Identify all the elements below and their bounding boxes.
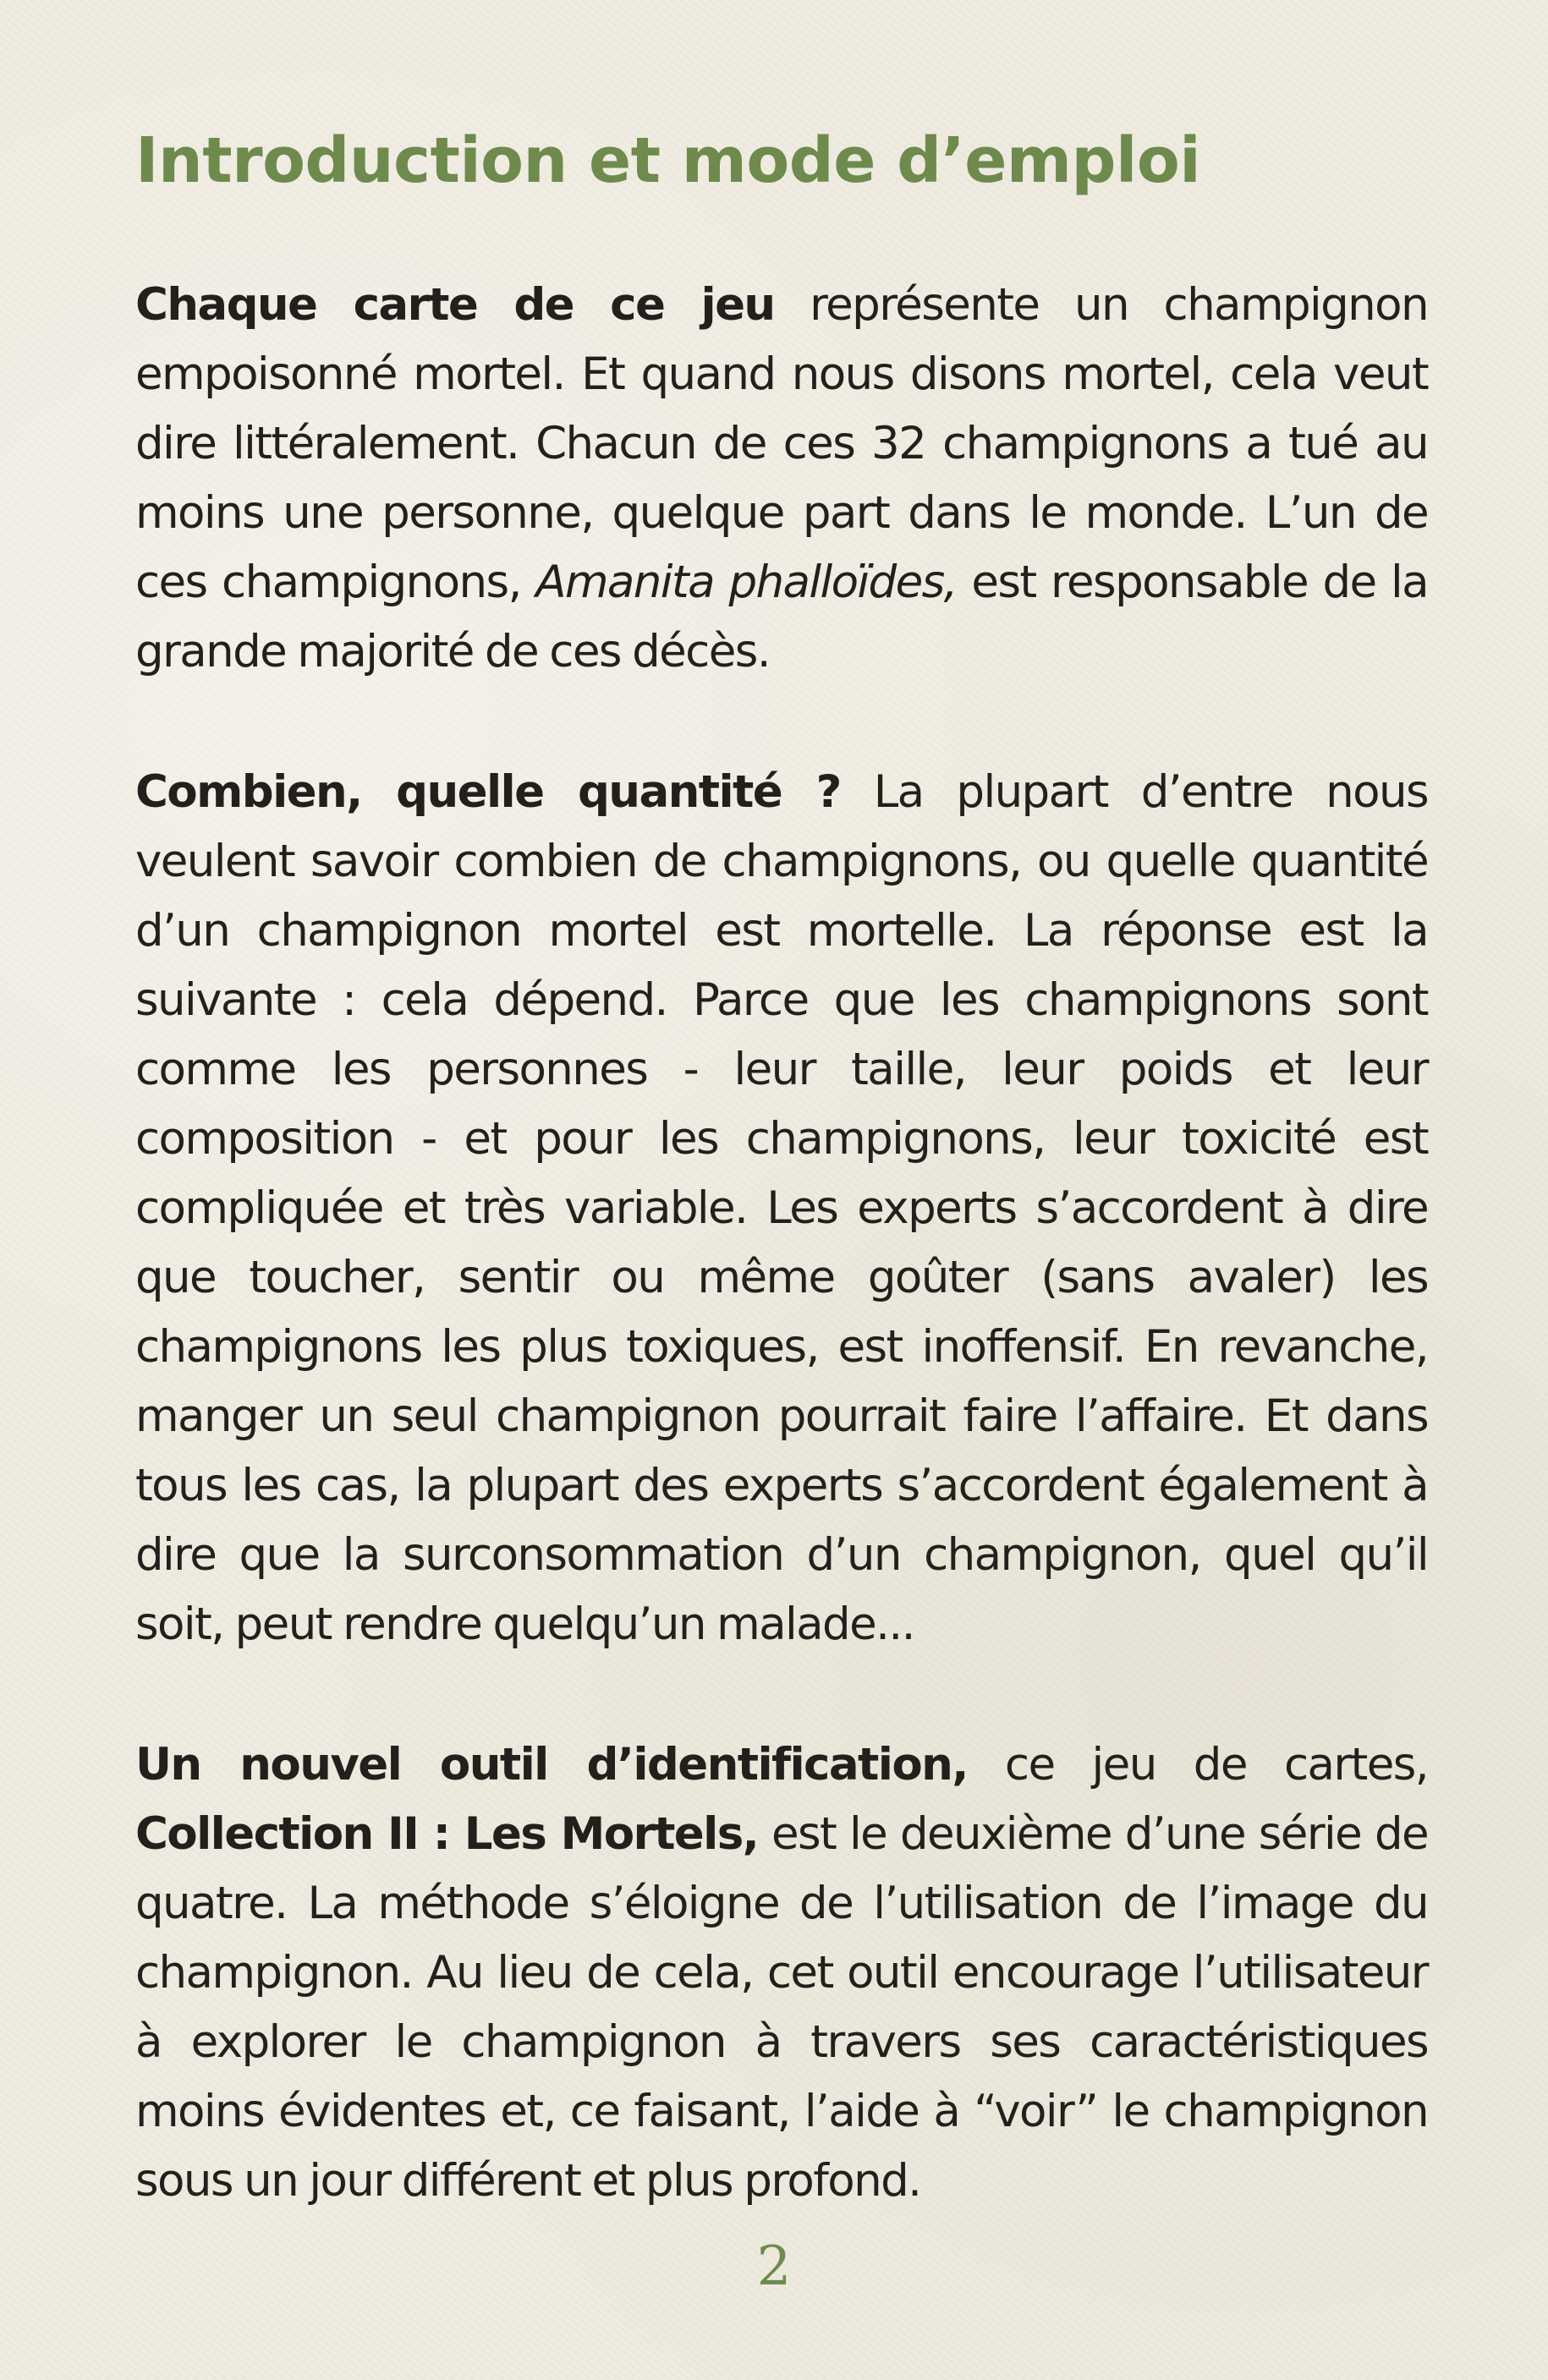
paragraph-quantity xyxy=(135,758,1428,1659)
collection-name: Collection II : Les Mortels, xyxy=(135,1808,759,1860)
paragraph-intro-text-b: est responsable de la grande majorité de ces décès. xyxy=(135,557,1428,677)
page-content xyxy=(135,118,1428,2287)
paragraph-tool-lead: Un nouvel outil d’identification, xyxy=(135,1739,968,1790)
paragraph-tool xyxy=(135,1730,1428,2216)
species-name: Amanita phalloïdes, xyxy=(535,557,957,608)
paragraph-intro-text-a: représente un champignon empoisonné mortel. Et quand nous disons mortel, cela veut dire littéralement. Chacun de ces 32 champignons a tué au moins une personne, quelque part dans le monde. L’un de ces champignons, xyxy=(135,279,1428,608)
paragraph-intro xyxy=(135,271,1428,687)
paragraph-tool-text-b: est le deuxième d’une série de quatre. La méthode s’éloigne de l’utilisation de l’image du champignon. Au lieu de cela, cet outil encourage l’utilisateur à explorer le champignon à travers ses caractéristiques moins évidentes et, ce faisant, l’aide à “voir” le champignon sous un jour différent et plus profond. xyxy=(135,1808,1428,2207)
page-number: 2 xyxy=(756,2235,792,2298)
page-title: Introduction et mode d’emploi xyxy=(135,124,1201,197)
paragraph-tool-text-a: ce jeu de cartes, xyxy=(967,1739,1428,1790)
paragraph-intro-lead: Chaque carte de ce jeu xyxy=(135,279,775,331)
paragraph-quantity-lead: Combien, quelle quantité ? xyxy=(135,766,841,818)
paragraph-quantity-text: La plupart d’entre nous veulent savoir combien de champignons, ou quelle quantité d’un champignon mortel est mortelle. La réponse est la suivante : cela dépend. Parce que les champignons sont comme les personnes - leur taille, leur poids et leur composition - et pour les champignons, leur toxicité est compliquée et très variable. Les experts s’accordent à dire que toucher, sentir ou même goûter (sans avaler) les champignons les plus toxiques, est inoffensif. En revanche, manger un seul champignon pourrait faire l’affaire. Et dans tous les cas, la plupart des experts s’accordent également à dire que la surconsommation d’un champignon, quel qu’il soit, peut rendre quelqu’un malade... xyxy=(135,766,1428,1650)
